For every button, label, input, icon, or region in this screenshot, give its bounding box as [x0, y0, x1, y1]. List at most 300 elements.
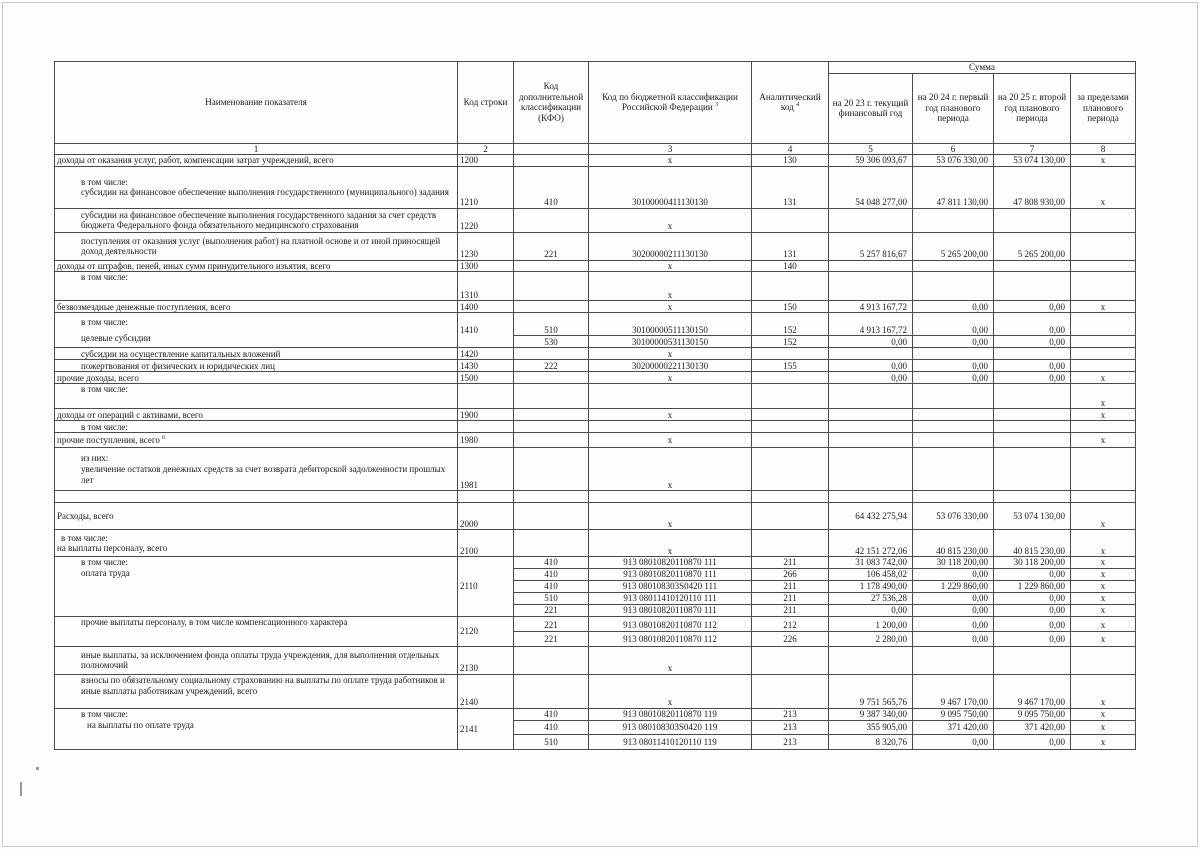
row-kfo: 221 [514, 232, 589, 260]
row-label: увеличение остатков денежных средств за счет возврата дебиторской задолженности прошлых лет [81, 464, 446, 485]
table-row [55, 646, 1136, 674]
header-kfo: Код дополнительной классификации (КФО) [514, 62, 589, 144]
row-kbk: 30200000221130130 [589, 360, 752, 372]
row-y1 [829, 260, 913, 272]
row-code: 1200 [458, 155, 514, 167]
row-y1: 42 151 272,06 [829, 530, 913, 557]
table-row [55, 313, 1136, 336]
row-kfo [514, 260, 589, 272]
scan-mark [36, 767, 39, 770]
row-kbk: 30100000531130150 [589, 336, 752, 348]
row-y2: 0,00 [913, 301, 994, 313]
row-label: субсидии на осуществление капитальных вложений [81, 348, 281, 359]
header-sum: Сумма [829, 62, 1136, 74]
row-y1: 31 083 742,00 [829, 557, 913, 569]
row-y1 [829, 348, 913, 360]
table-row [55, 491, 1136, 503]
row-anal: 211 [752, 557, 829, 569]
row-anal: 211 [752, 580, 829, 592]
table-row [55, 166, 1136, 208]
row-kfo: 222 [514, 360, 589, 372]
row-kbk: 913 08010820110870 112 [589, 631, 752, 646]
row-code: 1410 [458, 313, 514, 348]
row-beyond [1071, 232, 1136, 260]
row-kbk: 30200000211130130 [589, 232, 752, 260]
row-y3: 0,00 [994, 631, 1071, 646]
row-kfo [514, 208, 589, 232]
row-kbk: x [589, 155, 752, 167]
row-beyond: x [1071, 155, 1136, 167]
row-code: 1230 [458, 232, 514, 260]
row-beyond: x [1071, 568, 1136, 580]
row-name [55, 313, 458, 348]
row-anal: 130 [752, 155, 829, 167]
row-kfo [514, 348, 589, 360]
row-y2: 40 815 230,00 [913, 530, 994, 557]
row-anal [752, 433, 829, 448]
row-y1: 5 257 816,67 [829, 232, 913, 260]
row-kbk: x [589, 646, 752, 674]
row-y2: 0,00 [913, 372, 994, 384]
row-name [55, 232, 458, 260]
row-y2 [913, 448, 994, 491]
row-kfo [514, 646, 589, 674]
row-y2 [913, 421, 994, 433]
row-kbk [589, 421, 752, 433]
row-code: 1310 [458, 272, 514, 301]
row-kbk [589, 491, 752, 503]
row-kfo [514, 448, 589, 491]
row-name: доходы от оказания услуг, работ, компенсации затрат учреждений, всего [55, 155, 458, 167]
col-number: 3 [589, 143, 752, 155]
row-y1: 4 913 167,72 [829, 313, 913, 336]
row-beyond: x [1071, 557, 1136, 569]
header-anal-text: Аналитический код [759, 91, 821, 113]
header-year2: на 20 24 г. первый год планового периода [913, 73, 994, 143]
table-row [55, 348, 1136, 360]
row-y3: 0,00 [994, 616, 1071, 631]
row-name: безвозмездные денежные поступления, всего [55, 301, 458, 313]
row-y2: 0,00 [913, 734, 994, 749]
footnote-mark: 4 [796, 102, 800, 109]
row-beyond: x [1071, 580, 1136, 592]
table-row [55, 384, 1136, 409]
header-year3: на 20 25 г. второй год планового периода [994, 73, 1071, 143]
row-kfo [514, 421, 589, 433]
row-name: доходы от штрафов, пеней, иных сумм принудительного изъятия, всего [55, 260, 458, 272]
row-kbk: x [589, 301, 752, 313]
row-beyond [1071, 260, 1136, 272]
row-name [55, 433, 458, 448]
row-y2: 53 076 330,00 [913, 503, 994, 530]
row-beyond: x [1071, 631, 1136, 646]
row-anal [752, 372, 829, 384]
col-number: 2 [458, 143, 514, 155]
row-anal: 266 [752, 568, 829, 580]
row-beyond: x [1071, 734, 1136, 749]
header-kbk [589, 62, 752, 144]
row-code: 1981 [458, 448, 514, 491]
row-kfo: 530 [514, 336, 589, 348]
row-y3: 0,00 [994, 592, 1071, 604]
footnote-mark: 6 [162, 435, 166, 442]
row-beyond: x [1071, 604, 1136, 616]
row-beyond: x [1071, 409, 1136, 421]
row-beyond [1071, 421, 1136, 433]
row-name [55, 360, 458, 372]
row-code: 2120 [458, 616, 514, 646]
row-kfo: 221 [514, 604, 589, 616]
row-y1 [829, 208, 913, 232]
row-kfo: 510 [514, 734, 589, 749]
row-anal: 226 [752, 631, 829, 646]
table-row [55, 232, 1136, 260]
row-beyond [1071, 360, 1136, 372]
row-beyond: x [1071, 503, 1136, 530]
row-label: субсидии на финансовое обеспечение выполнения государственного (муниципального) задания [81, 187, 449, 198]
row-y2: 0,00 [913, 604, 994, 616]
row-y2 [913, 491, 994, 503]
row-y2: 9 467 170,00 [913, 674, 994, 708]
row-y1: 27 536,28 [829, 592, 913, 604]
row-beyond: x [1071, 372, 1136, 384]
row-name: доходы от операций с активами, всего [55, 409, 458, 421]
row-anal [752, 491, 829, 503]
row-y2 [913, 208, 994, 232]
row-y3: 9 095 750,00 [994, 708, 1071, 720]
row-kbk: 913 080108303S0420 111 [589, 580, 752, 592]
row-kfo [514, 384, 589, 409]
row-prefix: из них: [81, 453, 109, 464]
row-beyond: x [1071, 301, 1136, 313]
table-row [55, 360, 1136, 372]
row-y3: 0,00 [994, 734, 1071, 749]
row-anal [752, 674, 829, 708]
row-y3: 47 808 930,00 [994, 166, 1071, 208]
row-y3 [994, 421, 1071, 433]
row-y3: 0,00 [994, 313, 1071, 336]
row-label: в том числе: [81, 272, 128, 283]
row-name [55, 421, 458, 433]
row-kbk: x [589, 260, 752, 272]
row-anal: 150 [752, 301, 829, 313]
row-kbk: x [589, 503, 752, 530]
row-y3: 371 420,00 [994, 720, 1071, 734]
table-row [55, 421, 1136, 433]
row-y3: 0,00 [994, 372, 1071, 384]
row-y2: 0,00 [913, 616, 994, 631]
header-code: Код строки [458, 62, 514, 144]
col-number: 1 [55, 143, 458, 155]
row-y2 [913, 384, 994, 409]
row-y3: 1 229 860,00 [994, 580, 1071, 592]
row-anal [752, 384, 829, 409]
row-name [55, 348, 458, 360]
row-y3 [994, 646, 1071, 674]
row-name [55, 166, 458, 208]
header-beyond: за пределами планового периода [1071, 73, 1136, 143]
row-y1 [829, 491, 913, 503]
row-beyond [1071, 208, 1136, 232]
row-label: в том числе: [81, 421, 128, 432]
row-label: прочие выплаты персоналу, в том числе компенсационного характера [81, 616, 348, 627]
row-y2: 0,00 [913, 360, 994, 372]
row-kbk: x [589, 348, 752, 360]
row-y3: 53 074 130,00 [994, 503, 1071, 530]
row-prefix: в том числе: [81, 176, 128, 187]
row-label: иные выплаты, за исключением фонда оплаты труда учреждения, для выполнения отдельных полномочий [81, 649, 440, 671]
row-y1: 0,00 [829, 604, 913, 616]
table-row [55, 155, 1136, 167]
row-anal: 155 [752, 360, 829, 372]
row-kbk: x [589, 208, 752, 232]
row-y2: 1 229 860,00 [913, 580, 994, 592]
row-y2: 9 095 750,00 [913, 708, 994, 720]
row-y1: 59 306 093,67 [829, 155, 913, 167]
row-code [458, 491, 514, 503]
row-name [55, 674, 458, 708]
header-kbk-text: Код по бюджетной классификации Российской Федерации [602, 91, 738, 113]
row-label: прочие поступления, всего [57, 435, 160, 446]
row-label: в том числе: [81, 384, 128, 395]
row-anal: 213 [752, 720, 829, 734]
col-number [514, 143, 589, 155]
row-kfo: 221 [514, 631, 589, 646]
row-y3 [994, 409, 1071, 421]
row-kbk: x [589, 530, 752, 557]
row-label: поступления от оказания услуг (выполнения работ) на платной основе и от иной приносящей доход деятельности [81, 235, 441, 257]
row-kfo: 410 [514, 580, 589, 592]
row-code: 2140 [458, 674, 514, 708]
col-number: 5 [829, 143, 913, 155]
row-y1: 1 200,00 [829, 616, 913, 631]
row-kbk: 913 08011410120110 111 [589, 592, 752, 604]
row-label: целевые субсидии [81, 332, 151, 343]
row-y2: 30 118 200,00 [913, 557, 994, 569]
table-row [55, 557, 1136, 569]
row-name: прочие доходы, всего [55, 372, 458, 384]
row-kfo [514, 372, 589, 384]
row-beyond [1071, 336, 1136, 348]
row-label: субсидии на финансовое обеспечение выполнения государственного задания за счет средств бюджета Федерального фонда обязательного медицинского страхования [81, 209, 437, 231]
row-y2 [913, 409, 994, 421]
row-kfo: 410 [514, 557, 589, 569]
row-name [55, 491, 458, 503]
row-beyond: x [1071, 674, 1136, 708]
row-anal [752, 503, 829, 530]
row-y1 [829, 421, 913, 433]
row-kbk: x [589, 372, 752, 384]
row-y2: 371 420,00 [913, 720, 994, 734]
row-y3: 0,00 [994, 568, 1071, 580]
row-y1: 0,00 [829, 336, 913, 348]
row-y1 [829, 384, 913, 409]
row-y2: 0,00 [913, 336, 994, 348]
row-name [55, 557, 458, 617]
row-y2: 47 811 130,00 [913, 166, 994, 208]
row-prefix: в том числе: [81, 557, 128, 568]
row-y2: 53 076 330,00 [913, 155, 994, 167]
row-code: 2100 [458, 530, 514, 557]
row-anal [752, 208, 829, 232]
row-y3: 9 467 170,00 [994, 674, 1071, 708]
row-beyond: x [1071, 530, 1136, 557]
row-kbk: 30100000511130150 [589, 313, 752, 336]
row-y3: 0,00 [994, 604, 1071, 616]
row-code: 1430 [458, 360, 514, 372]
row-kbk: 913 08011410120110 119 [589, 734, 752, 749]
row-beyond: x [1071, 433, 1136, 448]
row-kfo: 510 [514, 313, 589, 336]
row-name [55, 616, 458, 646]
row-y1: 0,00 [829, 360, 913, 372]
row-anal: 152 [752, 336, 829, 348]
row-y2: 5 265 200,00 [913, 232, 994, 260]
row-anal: 211 [752, 604, 829, 616]
row-y3: 40 815 230,00 [994, 530, 1071, 557]
row-y2 [913, 260, 994, 272]
row-code: 1300 [458, 260, 514, 272]
row-y3 [994, 491, 1071, 503]
row-y1: 4 913 167,72 [829, 301, 913, 313]
row-name: Расходы, всего [55, 503, 458, 530]
row-beyond: x [1071, 708, 1136, 720]
row-y2 [913, 433, 994, 448]
row-y3 [994, 260, 1071, 272]
row-y3 [994, 448, 1071, 491]
row-kfo: 410 [514, 720, 589, 734]
row-anal [752, 530, 829, 557]
row-y3: 0,00 [994, 336, 1071, 348]
row-code: 2141 [458, 708, 514, 749]
col-number: 4 [752, 143, 829, 155]
row-name [55, 208, 458, 232]
row-kbk: x [589, 272, 752, 301]
financial-plan-table [54, 61, 1136, 750]
row-kfo [514, 530, 589, 557]
row-anal: 212 [752, 616, 829, 631]
row-kfo [514, 674, 589, 708]
table-row [55, 372, 1136, 384]
row-name [55, 272, 458, 301]
row-y3: 0,00 [994, 360, 1071, 372]
table-row [55, 503, 1136, 530]
row-beyond: x [1071, 616, 1136, 631]
table-row [55, 674, 1136, 708]
row-code: 1210 [458, 166, 514, 208]
row-code: 1420 [458, 348, 514, 360]
row-anal: 213 [752, 708, 829, 720]
row-y3 [994, 272, 1071, 301]
row-beyond [1071, 491, 1136, 503]
row-y3 [994, 348, 1071, 360]
row-kfo [514, 301, 589, 313]
row-y1 [829, 272, 913, 301]
row-y1 [829, 433, 913, 448]
table-row [55, 448, 1136, 491]
row-kbk: x [589, 674, 752, 708]
header-name: Наименование показателя [55, 62, 458, 144]
row-y3 [994, 208, 1071, 232]
row-y1 [829, 646, 913, 674]
table-row [55, 301, 1136, 313]
row-name [55, 530, 458, 557]
row-label: оплата труда [81, 567, 130, 578]
footnote-mark: 3 [715, 102, 719, 109]
table-row [55, 708, 1136, 720]
row-kbk: 913 08010820110870 111 [589, 557, 752, 569]
row-label: пожертвования от физических и юридических лиц [81, 360, 275, 371]
row-kfo: 221 [514, 616, 589, 631]
row-kbk: x [589, 409, 752, 421]
row-kbk [589, 384, 752, 409]
row-kfo [514, 491, 589, 503]
row-y1: 1 178 490,00 [829, 580, 913, 592]
table-row [55, 208, 1136, 232]
row-y3: 30 118 200,00 [994, 557, 1071, 569]
row-name [55, 384, 458, 409]
row-y3 [994, 433, 1071, 448]
col-number: 7 [994, 143, 1071, 155]
row-anal [752, 409, 829, 421]
row-kfo [514, 433, 589, 448]
header-anal [752, 62, 829, 144]
row-beyond: x [1071, 166, 1136, 208]
col-number: 6 [913, 143, 994, 155]
row-prefix: в том числе: [61, 532, 108, 543]
row-y2 [913, 348, 994, 360]
row-code: 1220 [458, 208, 514, 232]
row-y1: 0,00 [829, 372, 913, 384]
row-kfo: 510 [514, 592, 589, 604]
row-prefix: в том числе: [81, 317, 128, 328]
table-row [55, 272, 1136, 301]
row-anal: 131 [752, 166, 829, 208]
row-y3: 0,00 [994, 301, 1071, 313]
row-kfo [514, 155, 589, 167]
row-kbk: 913 08010820110870 111 [589, 604, 752, 616]
row-beyond [1071, 272, 1136, 301]
row-code: 2110 [458, 557, 514, 617]
row-label: на выплаты по оплате труда [87, 719, 194, 730]
table-row [55, 260, 1136, 272]
row-label: на выплаты персоналу, всего [57, 543, 168, 554]
row-anal: 152 [752, 313, 829, 336]
scan-mark [20, 782, 22, 796]
row-y2 [913, 646, 994, 674]
row-anal: 211 [752, 592, 829, 604]
row-prefix: в том числе: [81, 708, 128, 719]
row-code [458, 384, 514, 409]
row-y2: 0,00 [913, 592, 994, 604]
row-code: 1500 [458, 372, 514, 384]
row-kbk: 30100000411130130 [589, 166, 752, 208]
row-y1: 9 751 565,76 [829, 674, 913, 708]
row-y1: 8 320,76 [829, 734, 913, 749]
row-kbk: 913 08010820110870 119 [589, 708, 752, 720]
row-beyond [1071, 448, 1136, 491]
row-y2: 0,00 [913, 568, 994, 580]
row-kfo: 410 [514, 708, 589, 720]
row-beyond: x [1071, 592, 1136, 604]
row-kbk: x [589, 433, 752, 448]
row-y2 [913, 272, 994, 301]
row-beyond: x [1071, 384, 1136, 409]
table-row [55, 409, 1136, 421]
row-kfo [514, 503, 589, 530]
row-anal: 140 [752, 260, 829, 272]
table-row [55, 433, 1136, 448]
